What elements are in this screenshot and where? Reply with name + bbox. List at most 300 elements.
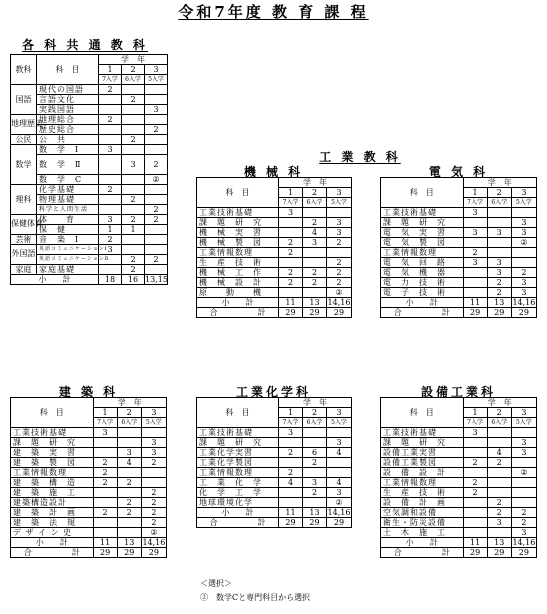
header-cohort-2: 6入学 xyxy=(303,418,327,428)
credit-cell: 2 xyxy=(487,508,511,518)
total-value: 29 xyxy=(487,308,511,318)
header-year-3: 3 xyxy=(327,408,352,418)
credit-cell: 3 xyxy=(511,288,536,298)
credit-cell: 2 xyxy=(122,255,145,265)
credit-cell xyxy=(141,468,166,478)
credit-cell: 3 xyxy=(279,208,303,218)
header-cohort-2: 6入学 xyxy=(487,198,511,208)
subtotal-label: 小 計 xyxy=(197,298,279,308)
subtotal-value: 13 xyxy=(303,298,327,308)
total-label: 合 計 xyxy=(11,548,94,558)
credit-cell: 2 xyxy=(145,215,168,225)
credit-cell xyxy=(463,498,487,508)
subject-name: 電 気 製 図 xyxy=(381,238,464,248)
credit-cell xyxy=(145,135,168,145)
subject-name: 数 学 Ⅱ xyxy=(37,155,99,175)
subject-name: 物理基礎 xyxy=(37,195,99,205)
credit-cell: 4 xyxy=(327,478,352,488)
table-row xyxy=(11,478,167,488)
credit-cell: 2 xyxy=(303,488,327,498)
credit-cell xyxy=(303,428,327,438)
header-cohort-3: 5入学 xyxy=(511,198,536,208)
total-value: 29 xyxy=(93,548,117,558)
subtotal-value: 11 xyxy=(463,538,487,548)
credit-cell xyxy=(99,135,122,145)
table-row xyxy=(381,288,537,298)
equip-table xyxy=(380,397,537,558)
credit-cell xyxy=(279,458,303,468)
credit-cell xyxy=(487,248,511,258)
credit-cell xyxy=(463,468,487,478)
subject-name: 工業技術基礎 xyxy=(381,428,464,438)
credit-cell: 2 xyxy=(117,498,141,508)
credit-cell xyxy=(122,125,145,135)
subtotal-value: 11 xyxy=(279,298,303,308)
subtotal-value: 14,16 xyxy=(512,537,536,547)
subject-name: 工業技術基礎 xyxy=(11,428,94,438)
header-cohort-3: 5入学 xyxy=(327,418,352,428)
subject-name: 課 題 研 究 xyxy=(381,438,464,448)
table-row xyxy=(11,438,167,448)
credit-cell: 3 xyxy=(99,245,122,255)
total-value: 29 xyxy=(487,548,511,558)
table-row xyxy=(381,208,537,218)
credit-cell: 3 xyxy=(327,438,352,448)
credit-cell xyxy=(122,185,145,195)
header-gakunen: 学 年 xyxy=(93,398,166,408)
table-row xyxy=(197,488,352,498)
credit-cell xyxy=(93,528,117,538)
header-year-2: 2 xyxy=(487,188,511,198)
credit-cell xyxy=(93,448,117,458)
credit-cell: 3 xyxy=(145,105,168,115)
subject-name: 工業情報数理 xyxy=(381,478,464,488)
subject-name: デ ザ イ ン 史 xyxy=(11,528,94,538)
credit-cell: 2 xyxy=(93,508,117,518)
credit-cell xyxy=(145,195,168,205)
total-value: 29 xyxy=(511,308,536,318)
table-row xyxy=(381,228,537,238)
header-year-2: 2 xyxy=(117,408,141,418)
subject-name: 工業技術基礎 xyxy=(381,208,464,218)
credit-cell xyxy=(327,248,352,258)
subject-name: 建 築 構 造 xyxy=(11,478,94,488)
header-kamoku: 科 目 xyxy=(381,398,464,428)
credit-cell: 2 xyxy=(279,238,303,248)
credit-cell xyxy=(279,288,303,298)
credit-cell: 3 xyxy=(511,528,536,538)
credit-cell: 3 xyxy=(327,488,352,498)
credit-cell: 4 xyxy=(487,448,511,458)
header-kamoku: 科 目 xyxy=(381,178,464,208)
subject-name: 言語文化 xyxy=(37,95,99,105)
header-gakunen: 学 年 xyxy=(463,398,536,408)
header-year-2: 2 xyxy=(303,408,327,418)
group-gaikoku: 外国語 xyxy=(11,245,37,265)
credit-cell: 2 xyxy=(327,238,352,248)
subject-name: 地球環境化学 xyxy=(197,498,279,508)
subtotal-label: 小 計 xyxy=(11,275,99,285)
table-row xyxy=(11,468,167,478)
subtotal-value: 14,16 xyxy=(327,507,351,517)
credit-cell: 2 xyxy=(511,268,536,278)
table-row xyxy=(11,498,167,508)
table-row xyxy=(381,258,537,268)
subject-name: 機 械 製 図 xyxy=(197,238,279,248)
subject-name: 機 械 実 習 xyxy=(197,228,279,238)
table-row xyxy=(197,268,352,278)
credit-cell xyxy=(303,248,327,258)
table-row xyxy=(197,448,352,458)
table-row xyxy=(197,438,352,448)
subject-name: 科学と人間生活 xyxy=(37,205,99,215)
credit-cell: 2 xyxy=(122,265,145,275)
credit-cell xyxy=(122,85,145,95)
credit-cell: 2 xyxy=(463,488,487,498)
credit-cell: 2 xyxy=(99,185,122,195)
credit-cell: 2 xyxy=(303,268,327,278)
header-year-1: 1 xyxy=(279,188,303,198)
subject-name: 機 械 設 計 xyxy=(197,278,279,288)
credit-cell: 2 xyxy=(145,155,168,175)
credit-cell: 2 xyxy=(122,95,145,105)
credit-cell xyxy=(463,218,487,228)
mech-heading: 機 械 科 xyxy=(243,165,304,179)
credit-cell: 2 xyxy=(93,458,117,468)
credit-cell: 2 xyxy=(487,458,511,468)
credit-cell xyxy=(279,258,303,268)
subject-name: 電 気 機 器 xyxy=(381,268,464,278)
credit-cell xyxy=(463,238,487,248)
table-row xyxy=(381,268,537,278)
table-row xyxy=(11,135,168,145)
credit-cell xyxy=(99,95,122,105)
subject-name: 工業技術基礎 xyxy=(197,428,279,438)
credit-cell: 2 xyxy=(279,468,303,478)
credit-cell xyxy=(145,245,168,255)
credit-cell: 3 xyxy=(463,428,487,438)
table-row xyxy=(11,185,168,195)
table-row xyxy=(197,218,352,228)
credit-cell: 2 xyxy=(463,478,487,488)
credit-cell: 2 xyxy=(145,125,168,135)
total-row xyxy=(381,308,537,318)
header-kyoka: 教科 xyxy=(11,55,37,85)
table-row xyxy=(381,238,537,248)
subtotal-label: 小 計 xyxy=(197,508,279,518)
table-row xyxy=(381,248,537,258)
elec-table xyxy=(380,177,537,318)
header-year-3: 3 xyxy=(511,408,536,418)
credit-cell: 3 xyxy=(141,438,166,448)
credit-cell: 3 xyxy=(511,218,536,228)
total-value: 29 xyxy=(279,308,303,318)
group-komin: 公民 xyxy=(11,135,37,145)
credit-cell xyxy=(487,438,511,448)
table-row xyxy=(11,528,167,538)
credit-cell: 4 xyxy=(303,228,327,238)
credit-cell: 2 xyxy=(327,258,352,268)
table-row xyxy=(381,508,537,518)
subject-name: 体 育 xyxy=(37,215,99,225)
credit-cell: 3 xyxy=(117,448,141,458)
credit-cell: 2 xyxy=(511,518,536,528)
header-cohort-3: 5入学 xyxy=(141,418,166,428)
credit-cell xyxy=(463,438,487,448)
credit-cell xyxy=(99,175,122,185)
subject-name: 設備工業実習 xyxy=(381,448,464,458)
credit-cell xyxy=(511,208,536,218)
header-cohort-3: 5入学 xyxy=(327,198,352,208)
credit-cell: 3 xyxy=(279,428,303,438)
credit-cell xyxy=(487,238,511,248)
credit-cell xyxy=(327,458,352,468)
credit-cell xyxy=(145,115,168,125)
subject-name: 公 共 xyxy=(37,135,99,145)
credit-cell: 2 xyxy=(463,458,487,468)
total-value: 29 xyxy=(511,548,536,558)
header-year-3: 3 xyxy=(141,408,166,418)
credit-cell xyxy=(122,175,145,185)
credit-cell: 4 xyxy=(327,448,352,458)
credit-cell: ② xyxy=(145,175,168,185)
subject-name: 数 学 C xyxy=(37,175,99,185)
table-row xyxy=(381,458,537,468)
credit-cell xyxy=(93,488,117,498)
credit-cell xyxy=(93,518,117,528)
subject-name: 工業技術基礎 xyxy=(197,208,279,218)
subject-name: 保 健 xyxy=(37,225,99,235)
header-year-2: 2 xyxy=(303,188,327,198)
credit-cell xyxy=(117,428,141,438)
credit-cell xyxy=(93,438,117,448)
credit-cell: 2 xyxy=(303,278,327,288)
total-row xyxy=(11,548,167,558)
subject-name: 電 気 回 路 xyxy=(381,258,464,268)
group-chireki: 地理歴史 xyxy=(11,115,37,135)
credit-cell xyxy=(303,288,327,298)
header-cohort-2: 6入学 xyxy=(487,418,511,428)
credit-cell: 2 xyxy=(122,215,145,225)
header-cohort-1: 7入学 xyxy=(279,198,303,208)
credit-cell: 2 xyxy=(141,488,166,498)
total-value: 29 xyxy=(463,548,487,558)
credit-cell: 6 xyxy=(303,448,327,458)
subtotal-row xyxy=(381,538,537,548)
header-cohort-2: 6入学 xyxy=(122,75,145,85)
subtotal-row xyxy=(197,298,352,308)
subtotal-value: 14,16 xyxy=(142,537,166,547)
credit-cell xyxy=(117,518,141,528)
credit-cell xyxy=(99,195,122,205)
subject-name: 課 題 研 究 xyxy=(11,438,94,448)
credit-cell: 2 xyxy=(145,205,168,215)
credit-cell: 2 xyxy=(279,268,303,278)
header-kamoku: 科 目 xyxy=(37,55,99,85)
table-row xyxy=(197,238,352,248)
header-kamoku: 科 目 xyxy=(11,398,94,428)
header-cohort-3: 5入学 xyxy=(145,75,168,85)
header-year-1: 1 xyxy=(463,408,487,418)
credit-cell xyxy=(122,105,145,115)
table-row xyxy=(11,235,168,245)
credit-cell: 4 xyxy=(279,478,303,488)
table-row xyxy=(381,438,537,448)
subtotal-value: 13,15 xyxy=(145,274,168,284)
table-row xyxy=(197,208,352,218)
group-hotai: 保健体育 xyxy=(11,215,37,235)
common-heading: 各 科 共 通 教 科 xyxy=(22,38,148,52)
credit-cell xyxy=(145,95,168,105)
credit-cell: ② xyxy=(327,288,352,298)
table-row xyxy=(197,468,352,478)
subject-name: 家庭基礎 xyxy=(37,265,99,275)
credit-cell: 3 xyxy=(487,258,511,268)
subtotal-label: 小 計 xyxy=(381,538,464,548)
subtotal-value: 13 xyxy=(303,508,327,518)
credit-cell xyxy=(303,438,327,448)
credit-cell: 2 xyxy=(117,508,141,518)
subject-name: 生 産 技 術 xyxy=(381,488,464,498)
credit-cell: 1 xyxy=(99,225,122,235)
credit-cell xyxy=(99,105,122,115)
credit-cell: ② xyxy=(327,498,352,508)
mech-table xyxy=(196,177,352,318)
total-label: 合 計 xyxy=(381,548,464,558)
total-value: 29 xyxy=(463,308,487,318)
credit-cell xyxy=(327,468,352,478)
total-value: 29 xyxy=(303,308,327,318)
credit-cell: 1 xyxy=(122,225,145,235)
credit-cell xyxy=(145,85,168,95)
credit-cell xyxy=(122,145,145,155)
credit-cell xyxy=(99,155,122,175)
equip-heading: 設備工業科 xyxy=(420,385,496,399)
credit-cell: 2 xyxy=(141,518,166,528)
credit-cell xyxy=(122,245,145,255)
subject-name: 工業情報数理 xyxy=(381,248,464,258)
table-row xyxy=(197,498,352,508)
header-year-3: 3 xyxy=(327,188,352,198)
subject-name: 実践国語 xyxy=(37,105,99,115)
credit-cell xyxy=(511,458,536,468)
credit-cell: 3 xyxy=(303,478,327,488)
credit-cell xyxy=(117,438,141,448)
subject-name: 電 力 技 術 xyxy=(381,278,464,288)
credit-cell: 2 xyxy=(99,115,122,125)
group-rika: 理科 xyxy=(11,185,37,215)
credit-cell xyxy=(303,208,327,218)
subject-name: 工業情報数理 xyxy=(11,468,94,478)
subject-name: 衛生・防災設備 xyxy=(381,518,464,528)
credit-cell xyxy=(511,498,536,508)
credit-cell xyxy=(145,265,168,275)
credit-cell xyxy=(303,468,327,478)
credit-cell: 2 xyxy=(279,248,303,258)
credit-cell xyxy=(117,468,141,478)
table-row xyxy=(381,478,537,488)
credit-cell: 2 xyxy=(303,458,327,468)
credit-cell: 2 xyxy=(141,508,166,518)
arch-heading: 建 築 科 xyxy=(58,385,119,399)
header-year-2: 2 xyxy=(487,408,511,418)
subject-name: 課 題 研 究 xyxy=(381,218,464,228)
header-cohort-3: 5入学 xyxy=(511,418,536,428)
total-value: 29 xyxy=(141,548,166,558)
header-year-1: 1 xyxy=(463,188,487,198)
credit-cell xyxy=(141,428,166,438)
credit-cell xyxy=(463,288,487,298)
subtotal-label: 小 計 xyxy=(11,538,94,548)
header-cohort-1: 7入学 xyxy=(463,198,487,208)
credit-cell xyxy=(327,428,352,438)
header-gakunen: 学 年 xyxy=(99,55,168,65)
subject-name: 歴史総合 xyxy=(37,125,99,135)
credit-cell: ② xyxy=(511,468,536,478)
table-row xyxy=(11,265,168,275)
credit-cell: 2 xyxy=(93,478,117,488)
subject-name: 設 備 計 画 xyxy=(381,498,464,508)
credit-cell xyxy=(122,115,145,125)
credit-cell xyxy=(99,265,122,275)
kogyo-heading: 工 業 教 科 xyxy=(319,150,401,164)
table-row xyxy=(11,508,167,518)
credit-cell: 2 xyxy=(303,218,327,228)
chem-table xyxy=(196,397,352,528)
credit-cell: 2 xyxy=(141,458,166,468)
total-value: 29 xyxy=(303,518,327,528)
credit-cell xyxy=(279,438,303,448)
subtotal-value: 18 xyxy=(99,275,122,285)
common-subjects-table xyxy=(10,54,168,285)
credit-cell xyxy=(279,498,303,508)
subtotal-value: 11 xyxy=(463,298,487,308)
credit-cell: 3 xyxy=(122,155,145,175)
credit-cell: ② xyxy=(511,238,536,248)
credit-cell xyxy=(122,235,145,245)
header-kamoku: 科 目 xyxy=(197,398,279,428)
credit-cell: 2 xyxy=(487,288,511,298)
arch-table xyxy=(10,397,167,558)
credit-cell: 3 xyxy=(327,228,352,238)
page-title: 令和7年度 教 育 課 程 xyxy=(178,3,369,21)
table-row xyxy=(11,428,167,438)
header-year-1: 1 xyxy=(93,408,117,418)
credit-cell: 3 xyxy=(463,228,487,238)
subtotal-row xyxy=(381,298,537,308)
credit-cell xyxy=(141,478,166,488)
credit-cell: 3 xyxy=(99,215,122,225)
header-gakunen: 学 年 xyxy=(463,178,536,188)
header-year-1: 1 xyxy=(279,408,303,418)
subject-name: 工業化学実習 xyxy=(197,448,279,458)
chem-heading: 工業化学科 xyxy=(235,385,311,399)
credit-cell xyxy=(145,185,168,195)
credit-cell xyxy=(511,428,536,438)
subject-name: 地理総合 xyxy=(37,115,99,125)
credit-cell: 3 xyxy=(511,448,536,458)
table-row xyxy=(11,245,168,255)
credit-cell xyxy=(279,228,303,238)
subject-name: 数 学 Ⅰ xyxy=(37,145,99,155)
subtotal-row xyxy=(197,508,352,518)
subtotal-value: 13 xyxy=(487,538,511,548)
subject-name: 建 築 施 工 xyxy=(11,488,94,498)
credit-cell xyxy=(327,208,352,218)
credit-cell xyxy=(511,488,536,498)
table-row xyxy=(197,428,352,438)
subject-name: 設備工業製図 xyxy=(381,458,464,468)
